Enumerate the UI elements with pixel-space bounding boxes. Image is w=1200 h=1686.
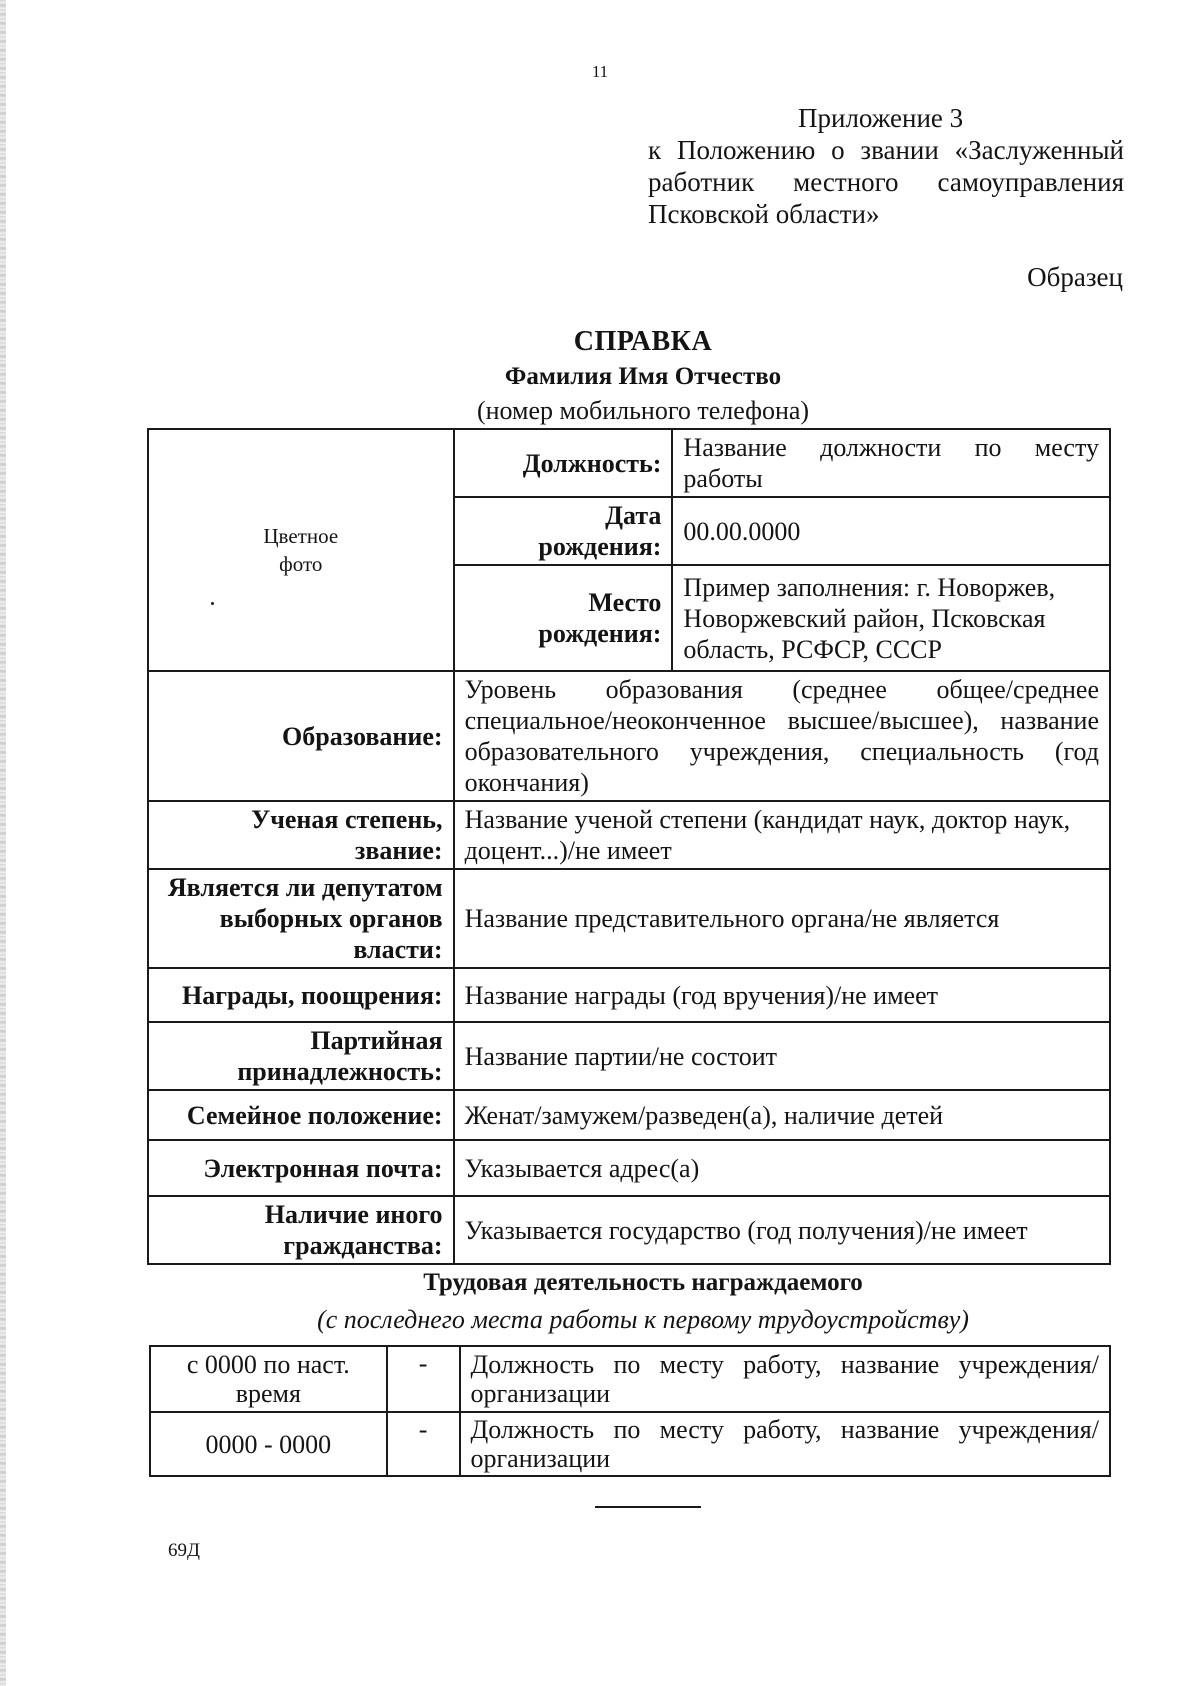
party-value: Название партии/не состоит: [454, 1022, 1110, 1090]
party-label: Партийная принадлежность:: [148, 1022, 454, 1090]
scan-edge: [0, 0, 6, 1686]
citizenship-label: Наличие иного гражданства:: [148, 1196, 454, 1264]
email-value: Указывается адрес(а): [454, 1140, 1110, 1196]
citizenship-value: Указывается государство (год получения)/не имеет: [454, 1196, 1110, 1264]
photo-dot: [211, 602, 214, 605]
work-period: с 0000 по наст. время: [150, 1346, 387, 1412]
table-row: [148, 1090, 1110, 1140]
page-number: 11: [591, 62, 609, 81]
degree-label: Ученая степень, звание:: [148, 801, 454, 869]
marital-value: Женат/замужем/разведен(а), наличие детей: [454, 1090, 1110, 1140]
work-section-title: Трудовая деятельность награждаемого: [423, 1269, 863, 1296]
birth-place-value: Пример заполнения: г. Новоржев, Новоржевский район, Псковская область, РСФСР, СССР: [672, 565, 1110, 671]
sample-label: Образец: [1027, 262, 1123, 292]
appendix-title: Приложение 3: [798, 103, 964, 133]
photo-label-line: фото: [279, 552, 323, 576]
phone-note: (номер мобильного телефона): [476, 396, 810, 425]
photo-label-line: Цветное: [263, 524, 339, 548]
info-table: [147, 428, 1111, 1265]
awards-value: Название награды (год вручения)/не имеет: [454, 968, 1110, 1022]
awards-label: Награды, поощрения:: [148, 968, 454, 1022]
work-description: Должность по месту работу, название учреждения/организации: [460, 1412, 1111, 1476]
birth-place-label: Место рождения:: [454, 565, 673, 671]
closing-divider: [595, 1506, 701, 1508]
deputy-label: Является ли депутатом выборных органов власти:: [148, 869, 454, 968]
table-row: [148, 968, 1110, 1022]
deputy-value: Название представительного органа/не является: [454, 869, 1110, 968]
table-row: [148, 1022, 1110, 1090]
table-row: [150, 1412, 1110, 1476]
table-row: [148, 1196, 1110, 1264]
table-row: [148, 1140, 1110, 1196]
document-title: СПРАВКА: [573, 326, 713, 357]
table-row: [150, 1346, 1110, 1412]
email-label: Электронная почта:: [148, 1140, 454, 1196]
table-row: [148, 671, 1110, 801]
position-label: Должность:: [454, 429, 673, 497]
photo-placeholder: [148, 429, 454, 671]
full-name-heading: Фамилия Имя Отчество: [504, 363, 782, 390]
footer-code: 69Д: [168, 1540, 200, 1561]
marital-label: Семейное положение:: [148, 1090, 454, 1140]
work-history-table: [149, 1345, 1111, 1477]
birth-date-value: 00.00.0000: [672, 497, 1110, 565]
work-period: 0000 - 0000: [150, 1412, 387, 1476]
education-value: Уровень образования (среднее общее/среднее специальное/неоконченное высшее/высшее), название образовательного учреждения, специальность (год окончания): [454, 671, 1110, 801]
work-dash: -: [387, 1412, 460, 1476]
work-description: Должность по месту работу, название учреждения/организации: [460, 1346, 1111, 1412]
birth-date-label: Дата рождения:: [454, 497, 673, 565]
position-value: Название должности по месту работы: [672, 429, 1110, 497]
table-row: [148, 869, 1110, 968]
work-dash: -: [387, 1346, 460, 1412]
appendix-text: к Положению о звании «Заслуженный работник местного самоуправления Псковской области»: [648, 135, 1124, 229]
degree-value: Название ученой степени (кандидат наук, доктор наук, доцент...)/не имеет: [454, 801, 1110, 869]
work-section-subtitle: (с последнего места работы к первому трудоустройству): [317, 1305, 969, 1334]
appendix-block: [648, 102, 1124, 230]
education-label: Образование:: [148, 671, 454, 801]
table-row: [148, 801, 1110, 869]
table-row: [148, 429, 1110, 497]
